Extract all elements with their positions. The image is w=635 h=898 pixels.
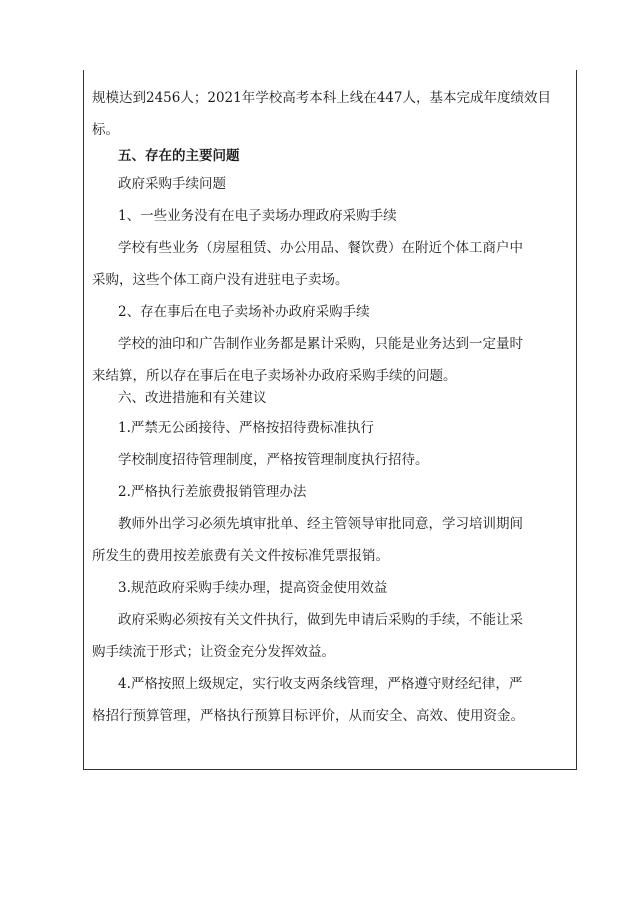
paragraph-line: 学校制度招待管理制度，严格按管理制度执行招待。 — [118, 452, 429, 468]
paragraph-line: 购手续流于形式；让资金充分发挥效益。 — [92, 644, 335, 660]
subheading: 政府采购手续问题 — [118, 176, 226, 192]
paragraph-line: 格招行预算管理，严格执行预算目标评价，从而安全、高效、使用资金。 — [92, 708, 524, 724]
item-heading: 2.严格执行差旅费报销管理办法 — [118, 484, 307, 500]
paragraph-line: 来结算，所以存在事后在电子卖场补办政府采购手续的问题。 — [92, 368, 457, 384]
paragraph-line: 教师外出学习必须先填审批单、经主管领导审批同意，学习培训期间 — [118, 516, 523, 532]
paragraph-line: 学校的油印和广告制作业务都是累计采购，只能是业务达到一定量时 — [118, 336, 523, 352]
section-heading: 六、改进措施和有关建议 — [118, 390, 267, 406]
paragraph-line: 采购，这些个体工商户没有进驻电子卖场。 — [92, 272, 349, 288]
item-heading: 4.严格按照上级规定，实行收支两条线管理，严格遵守财经纪律，严 — [118, 676, 523, 692]
item-heading: 2、存在事后在电子卖场补办政府采购手续 — [118, 304, 370, 320]
item-heading: 1.严禁无公函接待、严格按招待费标准执行 — [118, 420, 374, 436]
paragraph-line: 规模达到2456人；2021年学校高考本科上线在447人，基本完成年度绩效目 — [92, 90, 551, 106]
paragraph-line: 所发生的费用按差旅费有关文件按标准凭票报销。 — [92, 548, 389, 564]
item-heading: 3.规范政府采购手续办理，提高资金使用效益 — [118, 580, 388, 596]
paragraph-line: 学校有些业务（房屋租赁、办公用品、餐饮费）在附近个体工商户中 — [118, 240, 523, 256]
item-heading: 1、一些业务没有在电子卖场办理政府采购手续 — [118, 208, 397, 224]
paragraph-line: 标。 — [92, 122, 119, 138]
paragraph-line: 政府采购必须按有关文件执行，做到先申请后采购的手续，不能让采 — [118, 612, 523, 628]
section-heading: 五、存在的主要问题 — [118, 148, 240, 164]
